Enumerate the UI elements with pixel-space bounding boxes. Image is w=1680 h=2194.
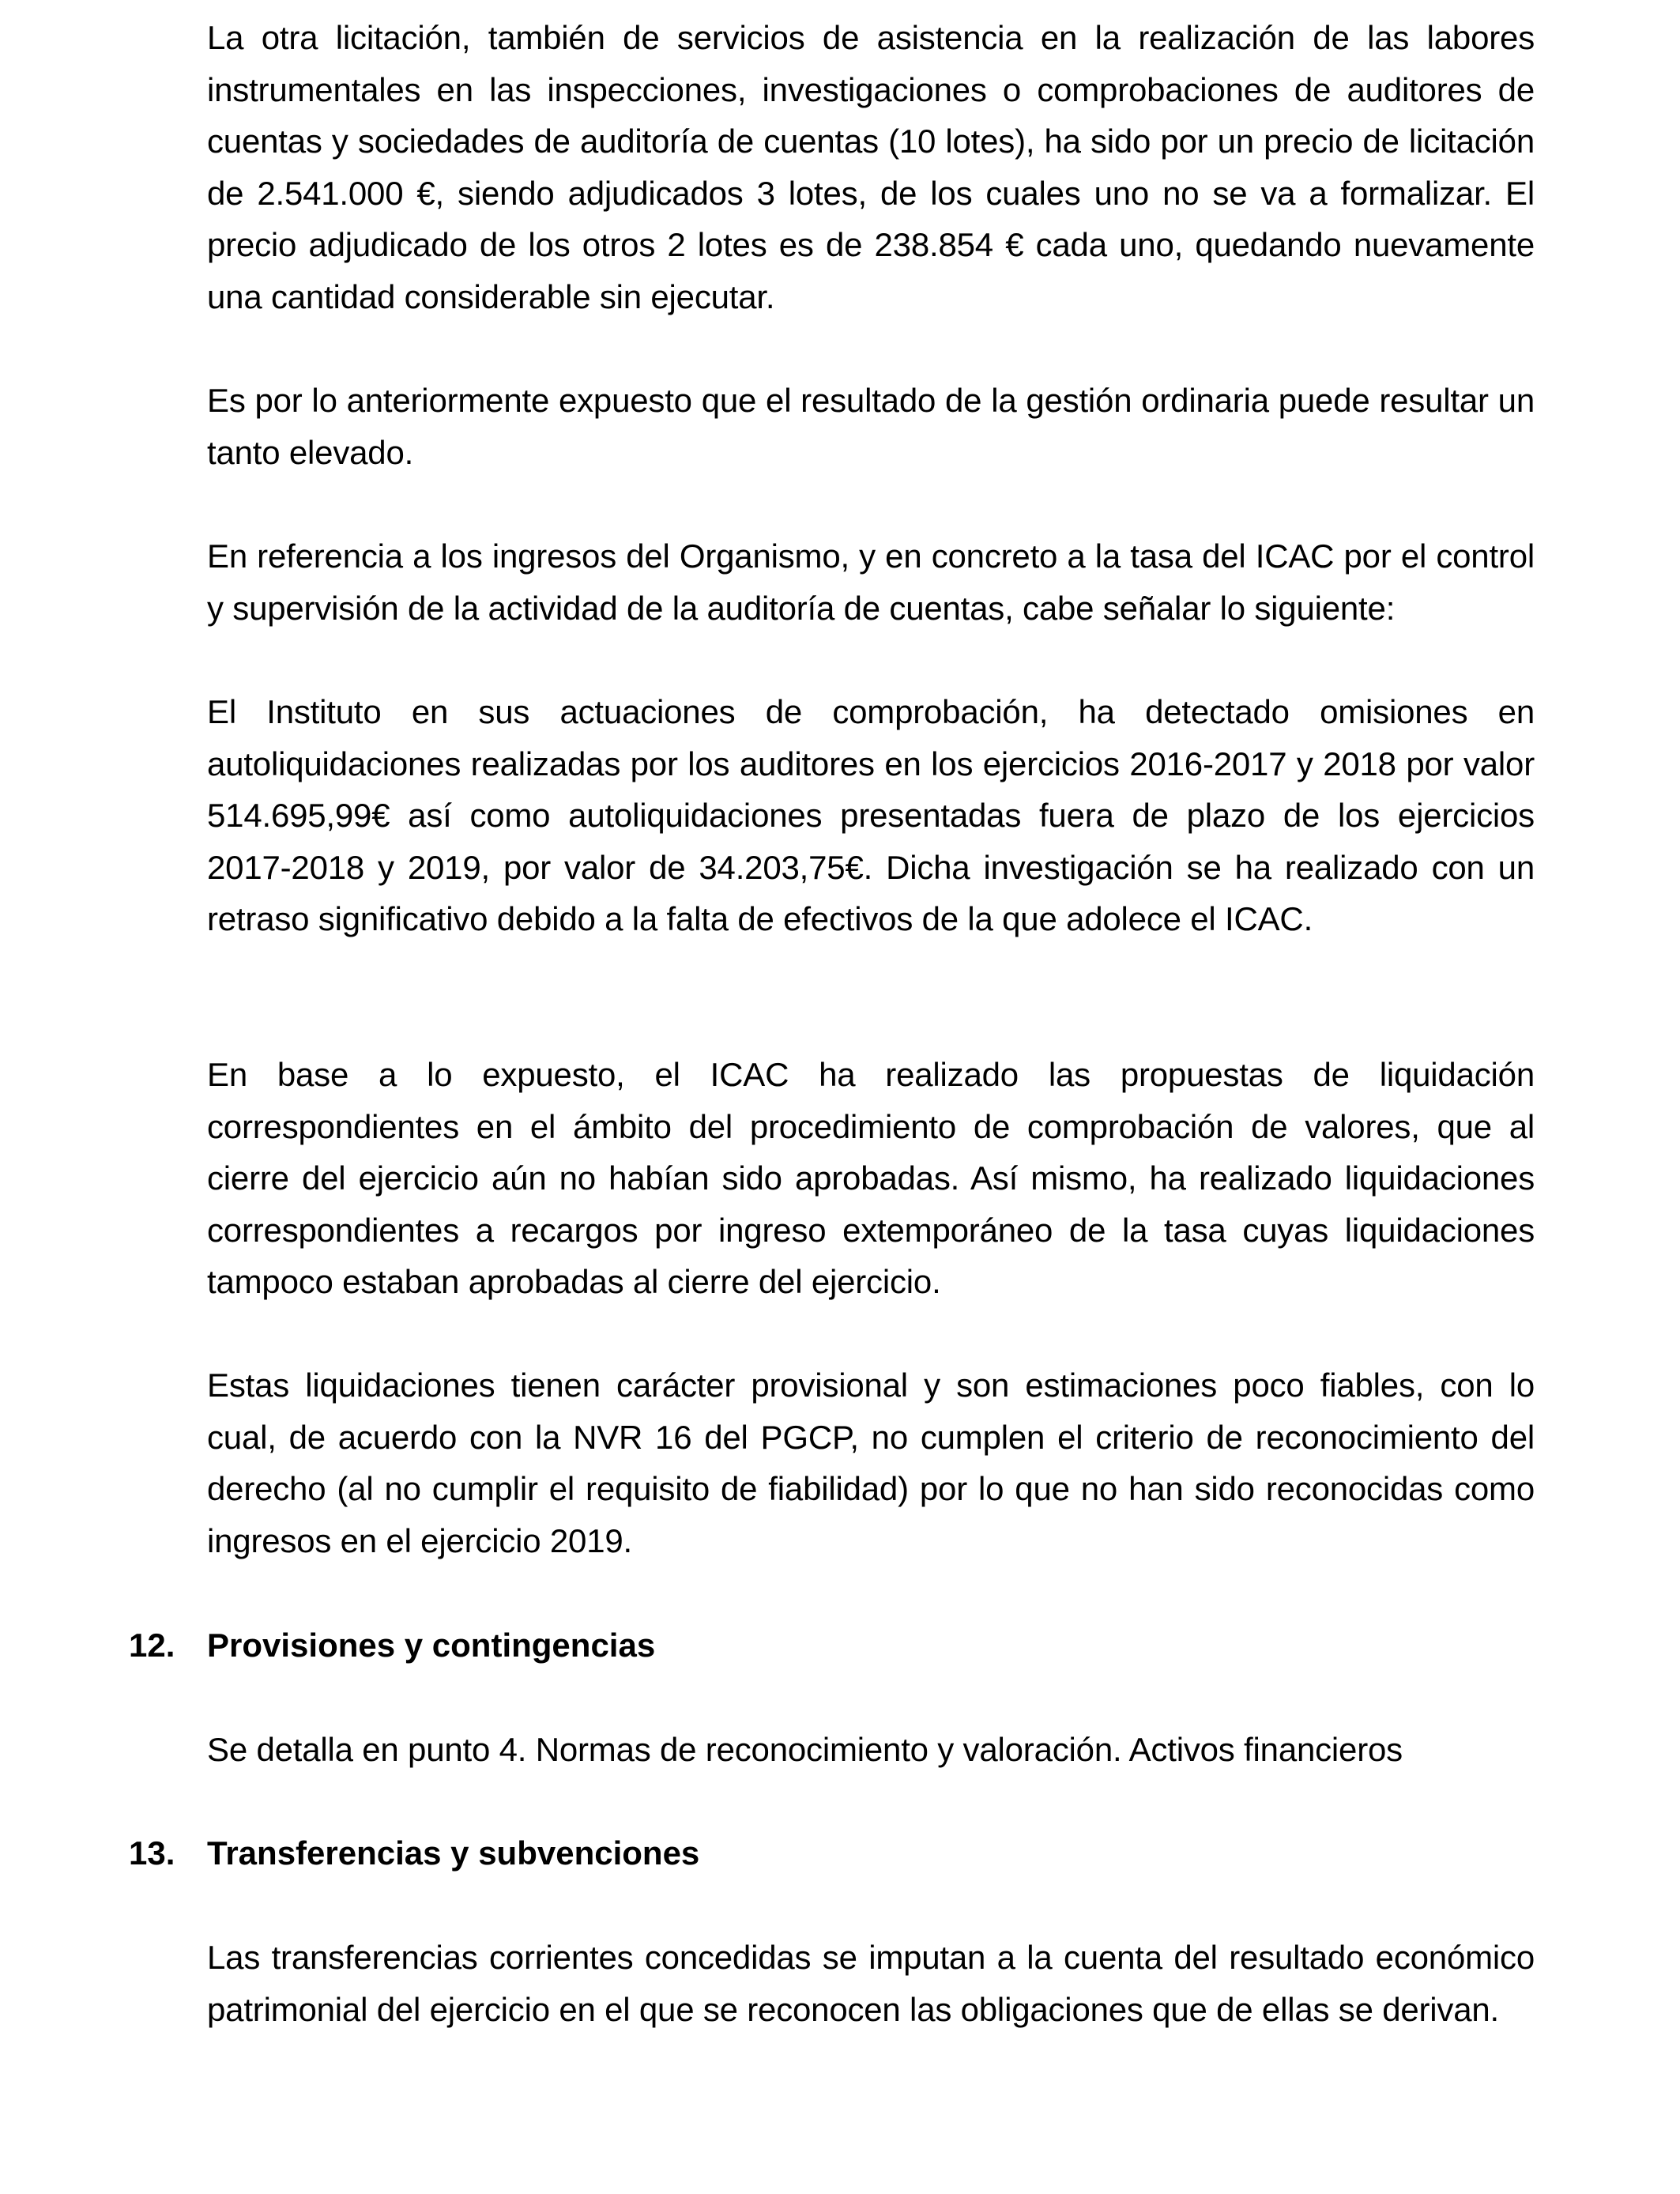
section-heading-transferencias [129, 1827, 699, 1879]
section-number: 13. [129, 1834, 175, 1872]
paragraph-actuaciones-comprobacion: El Instituto en sus actuaciones de comprobación, ha detectado omisiones en autoliquidaciones realizadas por los auditores en los ejercicios 2016-2017 y 2018 por valor 514.695,99€ así como autoliquidaciones presentadas fuera de plazo de los ejercicios 2017-2018 y 2019, por valor de 34.203,75€. Dicha investigación se ha realizado con un retraso significativo debido a la falta de efectivos de la que adolece el ICAC. [207, 693, 1535, 938]
section-number: 12. [129, 1627, 175, 1664]
section-title: Provisiones y contingencias [207, 1627, 656, 1664]
section-heading-provisiones [129, 1619, 655, 1672]
paragraph-resultado-gestion: Es por lo anteriormente expuesto que el resultado de la gestión ordinaria puede resultar un tanto elevado. [207, 382, 1535, 471]
paragraph-propuestas-liquidacion: En base a lo expuesto, el ICAC ha realizado las propuestas de liquidación correspondientes en el ámbito del procedimiento de comprobación de valores, que al cierre del ejercicio aún no habían sido aprobadas. Así mismo, ha realizado liquidaciones correspondientes a recargos por ingreso extemporáneo de la tasa cuyas liquidaciones tampoco estaban aprobadas al cierre del ejercicio. [207, 1056, 1535, 1301]
paragraph-transferencias-body: Las transferencias corrientes concedidas se imputan a la cuenta del resultado económico patrimonial del ejercicio en el que se reconocen las obligaciones que de ellas se derivan. [207, 1939, 1535, 2028]
paragraph-ingresos-organismo: En referencia a los ingresos del Organismo, y en concreto a la tasa del ICAC por el control y supervisión de la actividad de la auditoría de cuentas, cabe señalar lo siguiente: [207, 537, 1535, 627]
paragraph-provisiones-body: Se detalla en punto 4. Normas de reconocimiento y valoración. Activos financieros [207, 1731, 1403, 1768]
paragraph-liquidaciones-provisionales: Estas liquidaciones tienen carácter provisional y son estimaciones poco fiables, con lo cual, de acuerdo con la NVR 16 del PGCP, no cumplen el criterio de reconocimiento del derecho (al no cumplir el requisito de fiabilidad) por lo que no han sido reconocidas como ingresos en el ejercicio 2019. [207, 1367, 1535, 1559]
paragraph-licitacion: La otra licitación, también de servicios de asistencia en la realización de las labores instrumentales en las inspecciones, investigaciones o comprobaciones de auditores de cuentas y sociedades de auditoría de cuentas (10 lotes), ha sido por un precio de licitación de 2.541.000 €, siendo adjudicados 3 lotes, de los cuales uno no se va a formalizar. El precio adjudicado de los otros 2 lotes es de 238.854 € cada uno, quedando nuevamente una cantidad considerable sin ejecutar. [207, 19, 1535, 315]
section-title: Transferencias y subvenciones [207, 1834, 700, 1872]
